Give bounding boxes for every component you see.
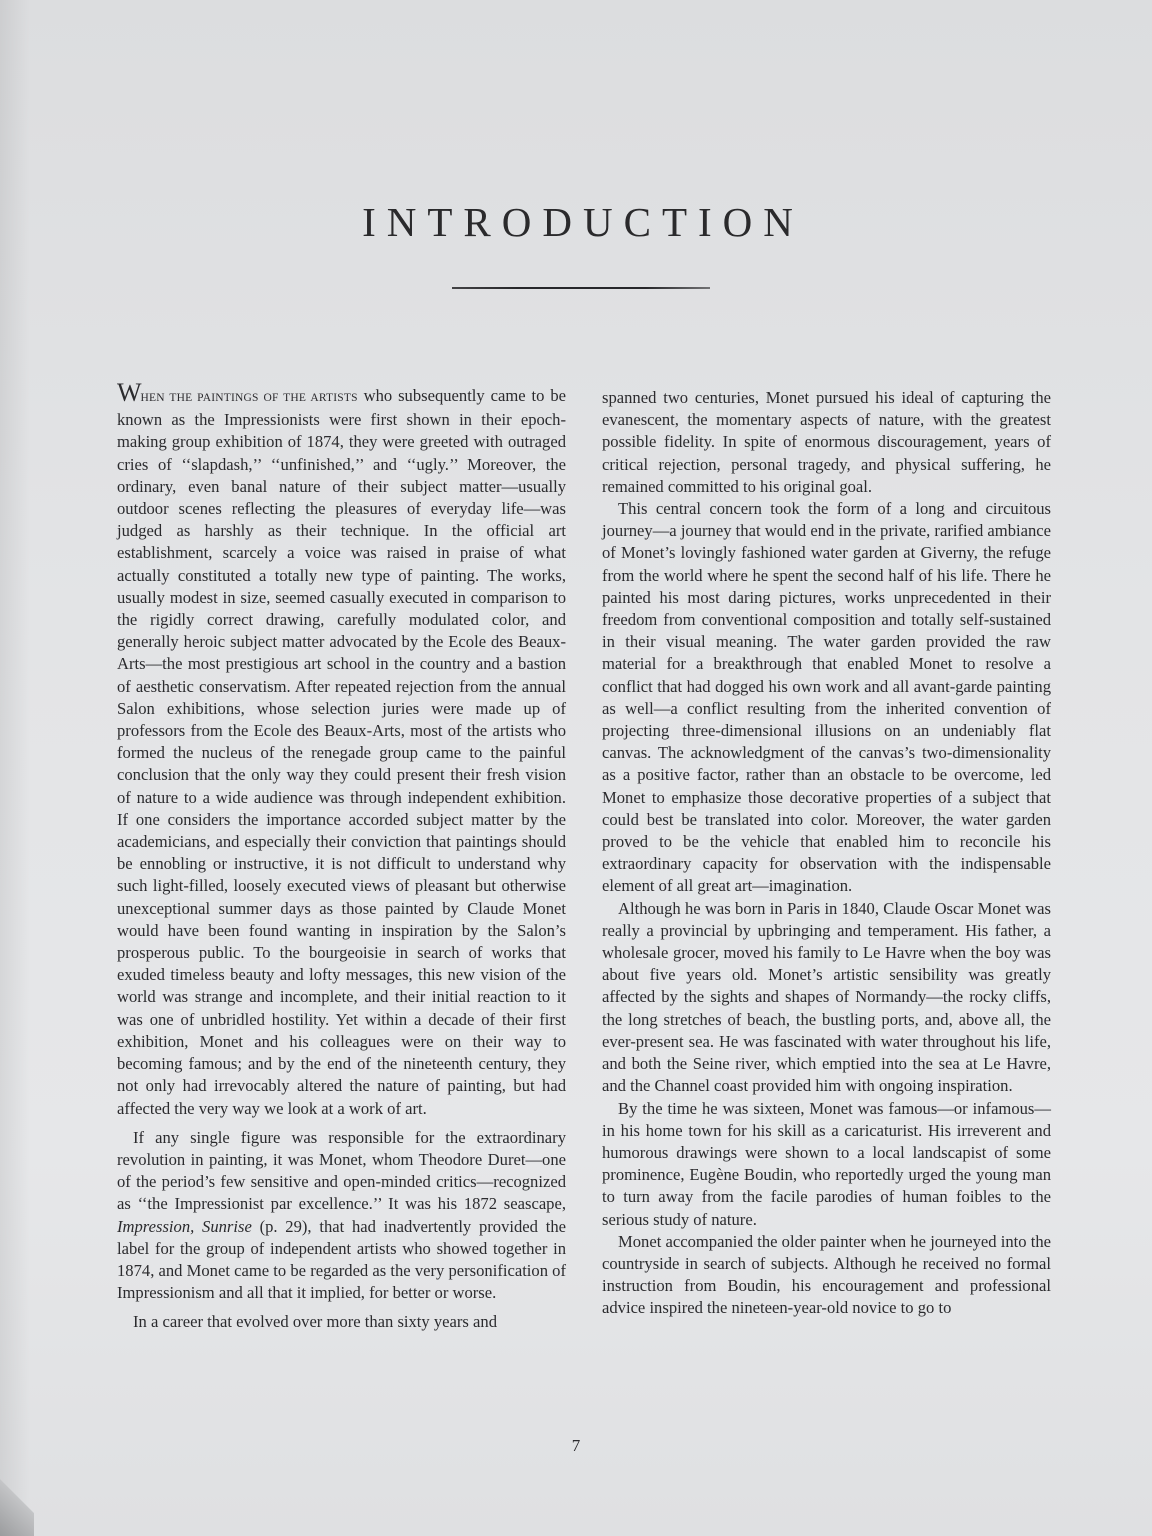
paragraph: In a career that evolved over more than sixty years and xyxy=(133,1312,497,1332)
paragraph: This central concern took the form of a long and circuitous journey—a journey that would end in the private, rarified ambiance of Monet’s lovingly fashioned water garden at Giverny, the refuge from the world where he spent the second half of his life. There he painted his most daring pictures, works unprecedented in their freedom from conventional composition and totally self-sustained in their visual meaning. The water garden provided the raw material for a breakthrough that enabled Monet to resolve a conflict that had dogged his own work and all avant-garde painting as well—a conflict resulting from the inherited convention of projecting three-dimensional illusions on an undeniably flat canvas. The acknowledgment of the canvas’s two-dimensionality as a positive factor, rather than an obstacle to be overcome, led Monet to emphasize those decorative properties of a subject that could best be translated into color. Moreover, the water garden proved to be the vehicle that enabled him to reconcile his extraordinary capacity for observation with the indispensable element of all great art—imagination. xyxy=(602,499,1051,896)
drop-cap: W xyxy=(117,378,141,407)
small-caps-lead-in: HEN THE PAINTINGS OF THE ARTISTS xyxy=(140,392,358,404)
paragraph-text: If any single figure was responsible for the extraordinary revolution in painting, it was Monet, whom Theodore Duret—one of the period’s few sensitive and open-minded critics—recognized as ‘‘the Impressionist par excellence.’’ It was his 1872 seascape, xyxy=(117,1127,566,1214)
artwork-title: Impression, Sunrise xyxy=(117,1216,252,1236)
page-corner xyxy=(0,1476,34,1536)
paragraph xyxy=(117,1127,566,1305)
paragraph-text: (p. 29), that had inadvertently provided the label for the group of independent artists who showed together in 1874, and Monet came to be regarded as the very personification of Impressionism and all that it implied, for better or worse. xyxy=(117,1216,566,1303)
page-number: 7 xyxy=(571,1436,581,1455)
paragraph: Although he was born in Paris in 1840, Claude Oscar Monet was really a provincial by upbringing and temperament. His father, a wholesale grocer, moved his family to Le Havre when the boy was about five years old. Monet’s artistic sensibility was greatly affected by the sights and shapes of Normandy—the rocky cliffs, the long stretches of beach, the bustling ports, and, above all, the ever-present sea. He was fascinated with water throughout his life, and both the Seine river, which emptied into the sea at Le Havre, and the Channel coast provided him with ongoing inspiration. xyxy=(602,898,1051,1096)
left-text-column xyxy=(117,378,566,1334)
paragraph-text: who subsequently came to be known as the Impressionists were first shown in their epoch-making group exhibition of 1874, they were greeted with outraged cries of ‘‘slapdash,’’ ‘‘unfinished,’’ and ‘‘ugly.’’ Moreover, the ordinary, even banal nature of their subject matter—usually outdoor scenes reflecting the pleasures of everyday life—was judged as harshly as their technique. In the official art establishment, scarcely a voice was raised in praise of what actually constituted a totally new type of painting. The works, usually modest in size, seemed casually executed in comparison to the rigidly correct drawing, carefully modulated color, and generally heroic subject matter advocated by the Ecole des Beaux-Arts—the most prestigious art school in the country and a bastion of aesthetic conservatism. After repeated rejection from the annual Salon exhibitions, whose selection juries were made up of professors from the Ecole des Beaux-Arts, most of the artists who formed the nucleus of the renegade group came to the painful conclusion that the only way they could present their fresh vision of nature to a wide audience was through independent exhibition. If one considers the importance accorded subject matter by the academicians, and especially their conviction that paintings should be ennobling or instructive, it is not difficult to understand why such light-filled, loosely executed views of pleasant but otherwise unexceptional summer days as those painted by Claude Monet would have been found wanting in inspiration by the Salon’s prosperous public. To the bourgeoisie in search of works that exuded timeless beauty and lofty messages, this new vision of the world was strange and incomplete, and their initial reaction to it was one of unbridled hostility. Yet within a decade of their first exhibition, Monet and his colleagues were on their way to becoming famous; and by the end of the nineteenth century, they not only had irrevocably altered the nature of painting, but had affected the very way we look at a work of art. xyxy=(117,386,566,1118)
paragraph: spanned two centuries, Monet pursued his ideal of capturing the evanescent, the momentary aspects of nature, with the greatest possible fidelity. In spite of enormous discouragement, years of critical rejection, personal tragedy, and physical suffering, he remained committed to his original goal. xyxy=(602,388,1051,496)
paragraph xyxy=(117,378,566,1120)
chapter-title: INTRODUCTION xyxy=(362,199,804,245)
paragraph: Monet accompanied the older painter when he journeyed into the countryside in search of subjects. Although he received no formal instruction from Boudin, his encouragement and professional advice inspired the nineteen-year-old novice to go to xyxy=(602,1231,1051,1318)
title-divider-rule xyxy=(452,287,710,289)
right-text-column xyxy=(602,387,1051,1320)
paragraph: By the time he was sixteen, Monet was famous—or infamous—in his home town for his skill as a caricaturist. His irreverent and humorous drawings were shown to a local landscapist of some prominence, Eugène Boudin, who reportedly urged the young man to turn away from the facile parodies of human foibles to the serious study of nature. xyxy=(602,1098,1051,1229)
